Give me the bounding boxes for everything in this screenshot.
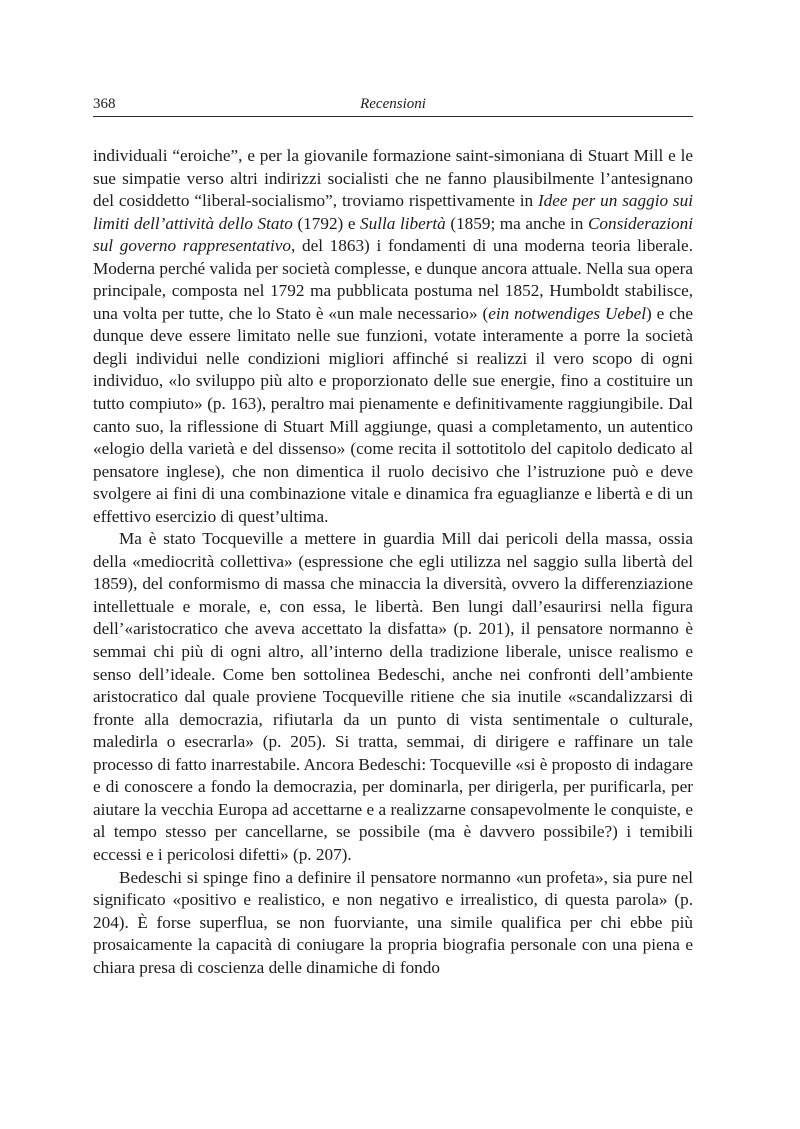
page-number: 368 xyxy=(93,96,116,112)
body-paragraph xyxy=(93,145,693,528)
italic-title-text: Idee per un saggio sui limiti dell’attività dello Stato xyxy=(93,191,693,233)
paragraph-text: ) e che dunque deve essere limitato nelle sue funzioni, votate interamente a porre la società degli individui nelle condizioni migliori affinché si realizzi il vero scopo di ogni individuo, «lo sviluppo più alto e proporzionato delle sue energie, fino a costituire un tutto compiuto» (p. 163), peraltro mai pienamente e definitivamente raggiungibile. Dal canto suo, la riflessione di Stuart Mill aggiunge, quasi a completamento, un autentico «elogio della varietà e del dissenso» (come recita il sottotitolo del capitolo dedicato al pensatore inglese), che non dimentica il ruolo decisivo che l’istruzione può e deve svolgere ai fini di una combinazione vitale e dinamica fra eguaglianze e libertà e di un effettivo esercizio di quest’ultima. xyxy=(93,303,693,526)
italic-title-text: Sulla libertà xyxy=(360,213,446,233)
paragraph-text: (1859; ma anche in xyxy=(445,213,588,233)
italic-title-text: ein notwendiges Uebel xyxy=(488,303,646,323)
page-header xyxy=(93,94,693,117)
paragraph-text: individuali “eroiche”, e per la giovanile formazione saint-simoniana di Stuart Mill e le sue simpatie verso altri indirizzi socialisti che ne fanno plausibilmente l’antesignano del cosiddetto “liberal-socialismo”, troviamo rispettivamente in xyxy=(93,146,693,211)
page-body xyxy=(93,145,693,979)
body-paragraph xyxy=(93,528,693,866)
body-paragraph xyxy=(93,867,693,980)
paragraph-text: , del 1863) i fondamenti di una moderna teoria liberale. Moderna perché valida per società complesse, e dunque ancora attuale. Nella sua opera principale, composta nel 1792 ma pubblicata postuma nel 1852, Humboldt stabilisce, una volta per tutte, che lo Stato è «un male necessario» ( xyxy=(93,236,693,323)
book-page xyxy=(93,94,693,979)
running-head: Recensioni xyxy=(360,96,426,112)
paragraph-text: Bedeschi si spinge fino a definire il pensatore normanno «un profeta», sia pure nel significato «positivo e realistico, e non negativo e irrealistico, di questa parola» (p. 204). È forse superflua, se non fuorviante, una simile qualifica per chi ebbe più prosaicamente la capacità di coniugare la propria biografia personale con una piena e chiara presa di coscienza delle dinamiche di fondo xyxy=(93,867,693,977)
paragraph-text: Ma è stato Tocqueville a mettere in guardia Mill dai pericoli della massa, ossia della «mediocrità collettiva» (espressione che egli utilizza nel saggio sulla libertà del 1859), del conformismo di massa che minaccia la diversità, ovvero la differenziazione intellettuale e morale, e, con essa, le libertà. Ben lungi dall’esaurirsi nella figura dell’«aristocratico che aveva accettato la disfatta» (p. 201), il pensatore normanno è semmai chi più di ogni altro, all’interno della tradizione liberale, unisce realismo e senso dell’ideale. Come ben sottolinea Bedeschi, anche nei confronti dell’ambiente aristocratico dal quale proviene Tocqueville ritiene che sia inutile «scandalizzarsi di fronte alla democrazia, rifiutarla da un punto di vista sentimentale o culturale, maledirla o esecrarla» (p. 205). Si tratta, semmai, di dirigere e raffinare un tale processo di fatto inarrestabile. Ancora Bedeschi: Tocqueville «si è proposto di indagare e di conoscere a fondo la democrazia, per dominarla, per dirigerla, per purificarla, per aiutare la vecchia Europa ad accettarne e a realizzarne consapevolmente le conquiste, e al tempo stesso per cancellarne, se possibile (ma è davvero possibile?) i temibili eccessi e i pericolosi difetti» (p. 207). xyxy=(93,529,693,864)
italic-title-text: Considerazioni sul governo rappresentativo xyxy=(93,213,693,256)
paragraph-text: (1792) e xyxy=(292,213,361,233)
